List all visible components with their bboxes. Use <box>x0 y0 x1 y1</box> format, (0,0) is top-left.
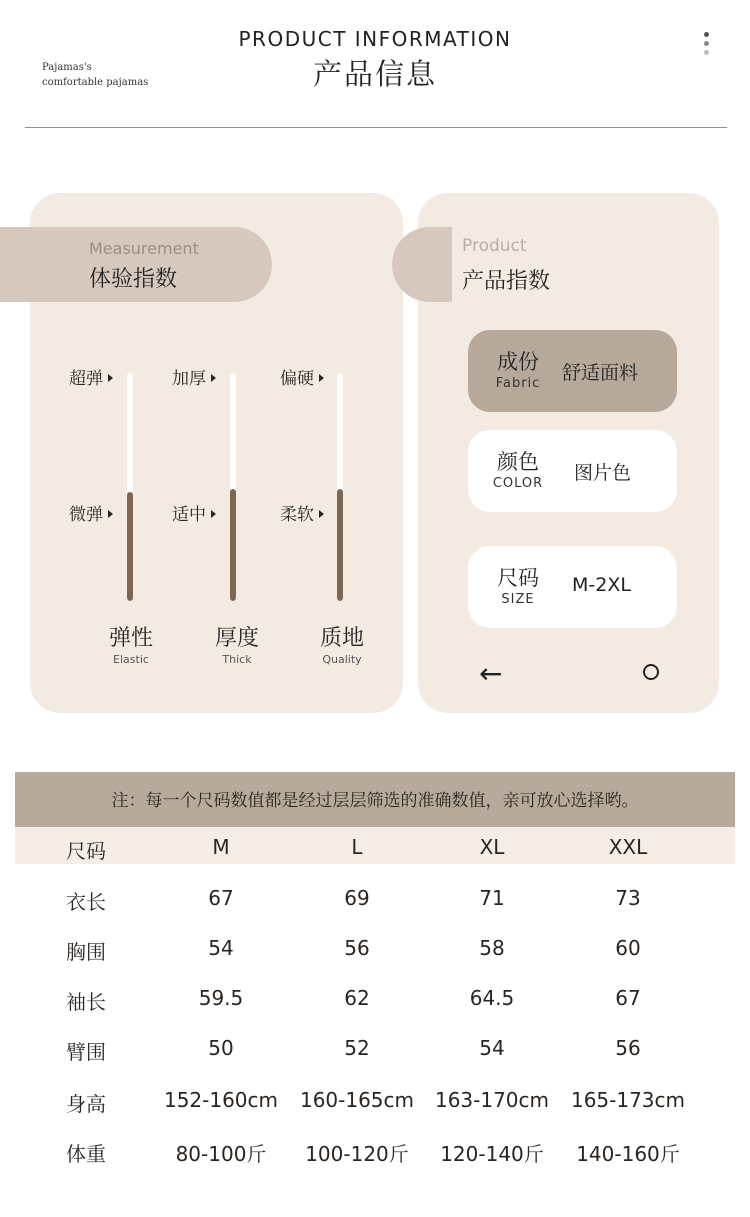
fabric-value: 舒适面料 <box>562 362 639 384</box>
table-row-label: 胸围 <box>66 940 106 964</box>
table-cell: 165-173cm <box>570 1088 686 1112</box>
triangle-right-icon <box>319 374 324 382</box>
table-cell: 71 <box>479 886 505 910</box>
gauge-top-label: 偏硬 <box>280 364 324 389</box>
table-header-cell: XL <box>479 835 505 859</box>
table-header-cell: XXL <box>608 835 648 859</box>
table-row-label: 袖长 <box>66 990 106 1014</box>
table-header-cell: M <box>212 835 230 859</box>
size-info-box <box>468 546 677 628</box>
measurement-title-en: Measurement <box>89 239 199 258</box>
thick-gauge-fill <box>230 489 236 601</box>
table-cell: 58 <box>479 936 505 960</box>
more-menu-icon[interactable] <box>700 32 712 59</box>
product-title-en: Product <box>462 236 527 256</box>
table-row-label: 身高 <box>66 1092 106 1116</box>
gauge-name-cn: 质地 <box>319 626 364 651</box>
gauge-name-en: Elastic <box>113 653 149 666</box>
size-value: M-2XL <box>572 574 631 596</box>
fabric-info-box <box>468 330 677 412</box>
table-cell: 54 <box>479 1036 505 1060</box>
size-key-cn: 尺码 <box>497 566 539 590</box>
brand-line-1: Pajamas's <box>42 62 92 73</box>
triangle-right-icon <box>211 374 216 382</box>
gauge-name-cn: 厚度 <box>214 626 259 651</box>
table-cell: 64.5 <box>469 986 515 1010</box>
gauge-name-cn: 弹性 <box>108 626 153 651</box>
table-cell: 100-120斤 <box>305 1142 409 1166</box>
table-cell: 67 <box>615 986 641 1010</box>
table-row-label: 臂围 <box>66 1040 106 1064</box>
triangle-right-icon <box>108 374 113 382</box>
menu-dot <box>704 32 709 37</box>
brand-line-2: comfortable pajamas <box>42 77 149 88</box>
color-info-box <box>468 430 677 512</box>
gauge-top-label: 超弹 <box>69 364 113 389</box>
table-cell: 50 <box>208 1036 234 1060</box>
table-cell: 120-140斤 <box>440 1142 544 1166</box>
menu-dot <box>704 50 709 55</box>
gauge-top-label: 加厚 <box>172 364 216 389</box>
fabric-key-cn: 成份 <box>497 350 539 374</box>
size-note-banner <box>15 772 735 827</box>
table-header-cell: 尺码 <box>66 839 106 863</box>
gauge-bottom-label: 适中 <box>172 500 216 525</box>
header-divider <box>25 127 727 128</box>
color-value: 图片色 <box>574 462 632 484</box>
table-header-cell: L <box>351 835 363 859</box>
table-cell: 69 <box>344 886 370 910</box>
table-cell: 73 <box>615 886 641 910</box>
color-key-cn: 颜色 <box>497 450 539 474</box>
table-cell: 67 <box>208 886 234 910</box>
elastic-gauge-fill <box>127 492 133 601</box>
size-note-text: 注：每一个尺码数值都是经过层层筛选的准确数值，亲可放心选择哟。 <box>111 791 639 811</box>
circle-icon[interactable] <box>643 664 659 680</box>
table-row-label: 衣长 <box>66 890 106 914</box>
table-cell: 62 <box>344 986 370 1010</box>
table-row-label: 体重 <box>66 1142 106 1166</box>
triangle-right-icon <box>108 510 113 518</box>
table-cell: 56 <box>344 936 370 960</box>
fabric-key-en: Fabric <box>495 376 541 391</box>
table-cell: 80-100斤 <box>175 1142 267 1166</box>
measurement-title-cn: 体验指数 <box>89 267 178 292</box>
gauge-name-en: Quality <box>322 653 362 666</box>
menu-dot <box>704 41 709 46</box>
arrow-left-icon[interactable]: ← <box>479 657 503 690</box>
triangle-right-icon <box>319 510 324 518</box>
table-cell: 163-170cm <box>434 1088 550 1112</box>
table-cell: 60 <box>615 936 641 960</box>
color-key-en: COLOR <box>492 476 544 491</box>
gauge-bottom-label: 柔软 <box>280 500 324 525</box>
elastic-gauge-track <box>127 373 133 601</box>
triangle-right-icon <box>211 510 216 518</box>
table-cell: 140-160斤 <box>576 1142 680 1166</box>
page-title-en: PRODUCT INFORMATION <box>238 27 512 51</box>
table-cell: 59.5 <box>198 986 244 1010</box>
quality-gauge-track <box>337 373 343 601</box>
table-cell: 52 <box>344 1036 370 1060</box>
table-cell: 56 <box>615 1036 641 1060</box>
product-title-cn: 产品指数 <box>462 269 551 294</box>
page-title-cn: 产品信息 <box>312 57 437 91</box>
gauge-name-en: Thick <box>222 653 252 666</box>
size-key-en: SIZE <box>501 592 535 607</box>
table-cell: 160-165cm <box>299 1088 415 1112</box>
table-cell: 152-160cm <box>163 1088 279 1112</box>
thick-gauge-track <box>230 373 236 601</box>
table-cell: 54 <box>208 936 234 960</box>
gauge-bottom-label: 微弹 <box>69 500 113 525</box>
quality-gauge-fill <box>337 489 343 601</box>
